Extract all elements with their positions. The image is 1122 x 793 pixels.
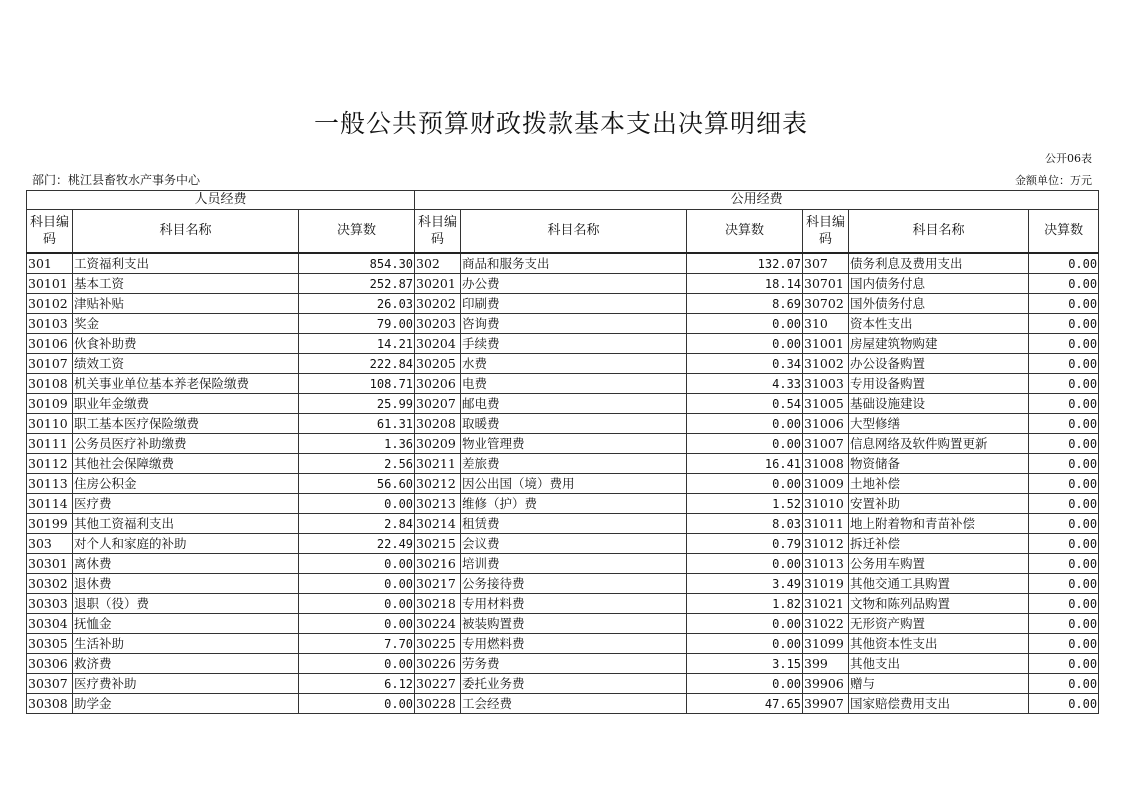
item-name: 伙食补助费 <box>73 334 299 354</box>
item-amount: 0.00 <box>1029 694 1099 714</box>
table-row <box>27 294 1099 314</box>
item-amount: 22.49 <box>299 534 415 554</box>
group-header-personnel: 人员经费 <box>27 191 415 210</box>
item-name: 房屋建筑物购建 <box>849 334 1029 354</box>
item-name: 办公费 <box>461 274 687 294</box>
item-name: 基础设施建设 <box>849 394 1029 414</box>
department-label: 部门：桃江县畜牧水产事务中心 <box>32 173 201 187</box>
unit-label: 金额单位：万元 <box>1015 174 1092 187</box>
item-amount: 0.00 <box>1029 534 1099 554</box>
item-code: 30103 <box>27 314 73 334</box>
item-amount: 4.33 <box>687 374 803 394</box>
table-row <box>27 314 1099 334</box>
column-header-name: 科目名称 <box>73 210 299 254</box>
table-row <box>27 614 1099 634</box>
page-title: 一般公共预算财政拨款基本支出决算明细表 <box>313 109 808 138</box>
item-name: 公务接待费 <box>461 574 687 594</box>
table-row <box>27 334 1099 354</box>
item-amount: 0.00 <box>1029 434 1099 454</box>
item-code: 30225 <box>415 634 461 654</box>
item-code: 30208 <box>415 414 461 434</box>
item-code: 30114 <box>27 494 73 514</box>
item-name: 职业年金缴费 <box>73 394 299 414</box>
item-name: 手续费 <box>461 334 687 354</box>
item-amount: 0.00 <box>687 314 803 334</box>
item-name: 赠与 <box>849 674 1029 694</box>
table-row <box>27 374 1099 394</box>
item-name: 救济费 <box>73 654 299 674</box>
item-amount: 0.00 <box>1029 554 1099 574</box>
item-amount: 0.00 <box>1029 314 1099 334</box>
item-amount: 0.79 <box>687 534 803 554</box>
item-name: 国内债务付息 <box>849 274 1029 294</box>
item-code: 30214 <box>415 514 461 534</box>
item-code: 30206 <box>415 374 461 394</box>
item-code: 31022 <box>803 614 849 634</box>
item-code: 31013 <box>803 554 849 574</box>
item-code: 30202 <box>415 294 461 314</box>
item-code: 30216 <box>415 554 461 574</box>
item-amount: 0.00 <box>299 614 415 634</box>
item-code: 30303 <box>27 594 73 614</box>
item-code: 30205 <box>415 354 461 374</box>
column-header-name: 科目名称 <box>849 210 1029 254</box>
item-name: 机关事业单位基本养老保险缴费 <box>73 374 299 394</box>
item-name: 大型修缮 <box>849 414 1029 434</box>
item-code: 30101 <box>27 274 73 294</box>
table-row <box>27 394 1099 414</box>
item-code: 31009 <box>803 474 849 494</box>
item-name: 医疗费 <box>73 494 299 514</box>
table-row <box>27 634 1099 654</box>
item-code: 303 <box>27 534 73 554</box>
item-name: 信息网络及软件购置更新 <box>849 434 1029 454</box>
item-amount: 0.00 <box>687 634 803 654</box>
item-name: 助学金 <box>73 694 299 714</box>
table-row <box>27 514 1099 534</box>
item-amount: 0.00 <box>299 574 415 594</box>
item-code: 30302 <box>27 574 73 594</box>
item-name: 租赁费 <box>461 514 687 534</box>
item-amount: 0.00 <box>1029 614 1099 634</box>
table-row <box>27 534 1099 554</box>
item-name: 专用材料费 <box>461 594 687 614</box>
item-name: 抚恤金 <box>73 614 299 634</box>
item-amount: 0.00 <box>1029 594 1099 614</box>
item-amount: 0.00 <box>1029 514 1099 534</box>
item-name: 公务用车购置 <box>849 554 1029 574</box>
table-row <box>27 694 1099 714</box>
column-header-amount: 决算数 <box>687 210 803 254</box>
item-code: 31001 <box>803 334 849 354</box>
table-row <box>27 554 1099 574</box>
item-amount: 7.70 <box>299 634 415 654</box>
item-amount: 0.00 <box>1029 474 1099 494</box>
table-row <box>27 454 1099 474</box>
item-amount: 18.14 <box>687 274 803 294</box>
table-row <box>27 654 1099 674</box>
item-name: 住房公积金 <box>73 474 299 494</box>
column-header-amount: 决算数 <box>299 210 415 254</box>
item-name: 劳务费 <box>461 654 687 674</box>
item-code: 302 <box>415 253 461 274</box>
item-code: 31002 <box>803 354 849 374</box>
item-code: 30701 <box>803 274 849 294</box>
item-code: 31011 <box>803 514 849 534</box>
item-amount: 0.00 <box>1029 294 1099 314</box>
item-name: 对个人和家庭的补助 <box>73 534 299 554</box>
item-amount: 2.56 <box>299 454 415 474</box>
item-code: 39906 <box>803 674 849 694</box>
item-amount: 1.36 <box>299 434 415 454</box>
item-code: 30228 <box>415 694 461 714</box>
item-amount: 0.00 <box>299 694 415 714</box>
item-code: 307 <box>803 253 849 274</box>
item-name: 会议费 <box>461 534 687 554</box>
item-amount: 16.41 <box>687 454 803 474</box>
item-amount: 8.69 <box>687 294 803 314</box>
item-name: 地上附着物和青苗补偿 <box>849 514 1029 534</box>
item-amount: 0.00 <box>1029 253 1099 274</box>
item-amount: 14.21 <box>299 334 415 354</box>
table-row <box>27 594 1099 614</box>
item-amount: 108.71 <box>299 374 415 394</box>
item-code: 30199 <box>27 514 73 534</box>
item-name: 因公出国（境）费用 <box>461 474 687 494</box>
item-amount: 8.03 <box>687 514 803 534</box>
item-name: 物资储备 <box>849 454 1029 474</box>
column-header-code: 科目编码 <box>27 210 73 254</box>
item-name: 退休费 <box>73 574 299 594</box>
item-code: 30301 <box>27 554 73 574</box>
item-code: 31019 <box>803 574 849 594</box>
table-row <box>27 253 1099 274</box>
item-code: 30306 <box>27 654 73 674</box>
item-amount: 0.00 <box>299 654 415 674</box>
item-name: 电费 <box>461 374 687 394</box>
item-name: 物业管理费 <box>461 434 687 454</box>
group-header-public: 公用经费 <box>415 191 1099 210</box>
item-code: 30702 <box>803 294 849 314</box>
item-amount: 222.84 <box>299 354 415 374</box>
item-amount: 1.82 <box>687 594 803 614</box>
item-code: 30307 <box>27 674 73 694</box>
item-code: 30213 <box>415 494 461 514</box>
item-amount: 0.00 <box>687 334 803 354</box>
item-code: 30111 <box>27 434 73 454</box>
table-row <box>27 274 1099 294</box>
item-amount: 0.00 <box>1029 674 1099 694</box>
form-code: 公开06表 <box>1045 152 1092 165</box>
item-name: 安置补助 <box>849 494 1029 514</box>
column-header-code: 科目编码 <box>803 210 849 254</box>
item-name: 维修（护）费 <box>461 494 687 514</box>
item-code: 30224 <box>415 614 461 634</box>
item-amount: 0.00 <box>687 554 803 574</box>
item-code: 30110 <box>27 414 73 434</box>
item-amount: 3.49 <box>687 574 803 594</box>
item-code: 30112 <box>27 454 73 474</box>
item-code: 30305 <box>27 634 73 654</box>
item-name: 土地补偿 <box>849 474 1029 494</box>
item-amount: 0.00 <box>687 614 803 634</box>
column-header-code: 科目编码 <box>415 210 461 254</box>
item-name: 培训费 <box>461 554 687 574</box>
item-amount: 47.65 <box>687 694 803 714</box>
item-name: 其他支出 <box>849 654 1029 674</box>
item-code: 399 <box>803 654 849 674</box>
item-code: 30215 <box>415 534 461 554</box>
item-name: 职工基本医疗保险缴费 <box>73 414 299 434</box>
item-name: 差旅费 <box>461 454 687 474</box>
item-amount: 2.84 <box>299 514 415 534</box>
item-name: 离休费 <box>73 554 299 574</box>
item-amount: 0.00 <box>1029 574 1099 594</box>
item-name: 津贴补贴 <box>73 294 299 314</box>
item-code: 30113 <box>27 474 73 494</box>
item-amount: 0.00 <box>1029 454 1099 474</box>
item-code: 30226 <box>415 654 461 674</box>
item-amount: 0.00 <box>1029 354 1099 374</box>
item-code: 39907 <box>803 694 849 714</box>
item-code: 30207 <box>415 394 461 414</box>
item-amount: 0.00 <box>1029 274 1099 294</box>
item-code: 30203 <box>415 314 461 334</box>
item-name: 水费 <box>461 354 687 374</box>
column-header-name: 科目名称 <box>461 210 687 254</box>
item-amount: 26.03 <box>299 294 415 314</box>
item-code: 30212 <box>415 474 461 494</box>
item-code: 30204 <box>415 334 461 354</box>
item-code: 31010 <box>803 494 849 514</box>
item-amount: 1.52 <box>687 494 803 514</box>
item-name: 资本性支出 <box>849 314 1029 334</box>
item-name: 邮电费 <box>461 394 687 414</box>
item-name: 工会经费 <box>461 694 687 714</box>
item-code: 31099 <box>803 634 849 654</box>
item-name: 公务员医疗补助缴费 <box>73 434 299 454</box>
item-code: 30209 <box>415 434 461 454</box>
item-code: 31005 <box>803 394 849 414</box>
item-amount: 3.15 <box>687 654 803 674</box>
item-amount: 0.00 <box>687 414 803 434</box>
item-code: 30106 <box>27 334 73 354</box>
item-name: 国外债务付息 <box>849 294 1029 314</box>
item-code: 31006 <box>803 414 849 434</box>
item-name: 国家赔偿费用支出 <box>849 694 1029 714</box>
item-name: 专用设备购置 <box>849 374 1029 394</box>
item-amount: 0.00 <box>299 494 415 514</box>
item-amount: 25.99 <box>299 394 415 414</box>
item-amount: 0.34 <box>687 354 803 374</box>
item-code: 31021 <box>803 594 849 614</box>
item-amount: 0.00 <box>1029 634 1099 654</box>
item-amount: 854.30 <box>299 253 415 274</box>
item-amount: 252.87 <box>299 274 415 294</box>
item-amount: 132.07 <box>687 253 803 274</box>
table-row <box>27 574 1099 594</box>
item-name: 文物和陈列品购置 <box>849 594 1029 614</box>
column-header-amount: 决算数 <box>1029 210 1099 254</box>
item-code: 30109 <box>27 394 73 414</box>
item-name: 工资福利支出 <box>73 253 299 274</box>
item-code: 31008 <box>803 454 849 474</box>
item-name: 退职（役）费 <box>73 594 299 614</box>
item-code: 30304 <box>27 614 73 634</box>
item-amount: 6.12 <box>299 674 415 694</box>
item-amount: 0.00 <box>1029 334 1099 354</box>
item-name: 被装购置费 <box>461 614 687 634</box>
item-code: 31003 <box>803 374 849 394</box>
item-amount: 0.54 <box>687 394 803 414</box>
item-amount: 0.00 <box>687 434 803 454</box>
item-name: 印刷费 <box>461 294 687 314</box>
item-name: 委托业务费 <box>461 674 687 694</box>
expenditure-table <box>26 190 1099 714</box>
item-name: 基本工资 <box>73 274 299 294</box>
table-row <box>27 474 1099 494</box>
item-name: 商品和服务支出 <box>461 253 687 274</box>
item-amount: 0.00 <box>1029 414 1099 434</box>
item-code: 30201 <box>415 274 461 294</box>
table-row <box>27 354 1099 374</box>
item-name: 拆迁补偿 <box>849 534 1029 554</box>
item-amount: 61.31 <box>299 414 415 434</box>
item-code: 30217 <box>415 574 461 594</box>
item-name: 专用燃料费 <box>461 634 687 654</box>
item-name: 绩效工资 <box>73 354 299 374</box>
item-code: 30227 <box>415 674 461 694</box>
item-amount: 0.00 <box>299 554 415 574</box>
table-row <box>27 494 1099 514</box>
item-amount: 0.00 <box>687 674 803 694</box>
item-code: 30218 <box>415 594 461 614</box>
item-code: 30308 <box>27 694 73 714</box>
item-amount: 0.00 <box>1029 654 1099 674</box>
item-amount: 79.00 <box>299 314 415 334</box>
item-amount: 0.00 <box>1029 494 1099 514</box>
item-name: 其他交通工具购置 <box>849 574 1029 594</box>
item-name: 医疗费补助 <box>73 674 299 694</box>
item-name: 取暖费 <box>461 414 687 434</box>
item-code: 30108 <box>27 374 73 394</box>
item-amount: 0.00 <box>299 594 415 614</box>
item-amount: 56.60 <box>299 474 415 494</box>
item-code: 301 <box>27 253 73 274</box>
item-name: 咨询费 <box>461 314 687 334</box>
item-code: 31007 <box>803 434 849 454</box>
item-name: 无形资产购置 <box>849 614 1029 634</box>
item-name: 其他工资福利支出 <box>73 514 299 534</box>
item-code: 30211 <box>415 454 461 474</box>
item-code: 31012 <box>803 534 849 554</box>
item-name: 生活补助 <box>73 634 299 654</box>
item-name: 债务利息及费用支出 <box>849 253 1029 274</box>
item-code: 30107 <box>27 354 73 374</box>
item-name: 其他社会保障缴费 <box>73 454 299 474</box>
item-code: 30102 <box>27 294 73 314</box>
item-amount: 0.00 <box>1029 394 1099 414</box>
item-amount: 0.00 <box>1029 374 1099 394</box>
item-amount: 0.00 <box>687 474 803 494</box>
table-row <box>27 434 1099 454</box>
item-name: 办公设备购置 <box>849 354 1029 374</box>
table-row <box>27 674 1099 694</box>
item-name: 奖金 <box>73 314 299 334</box>
item-name: 其他资本性支出 <box>849 634 1029 654</box>
item-code: 310 <box>803 314 849 334</box>
table-row <box>27 414 1099 434</box>
